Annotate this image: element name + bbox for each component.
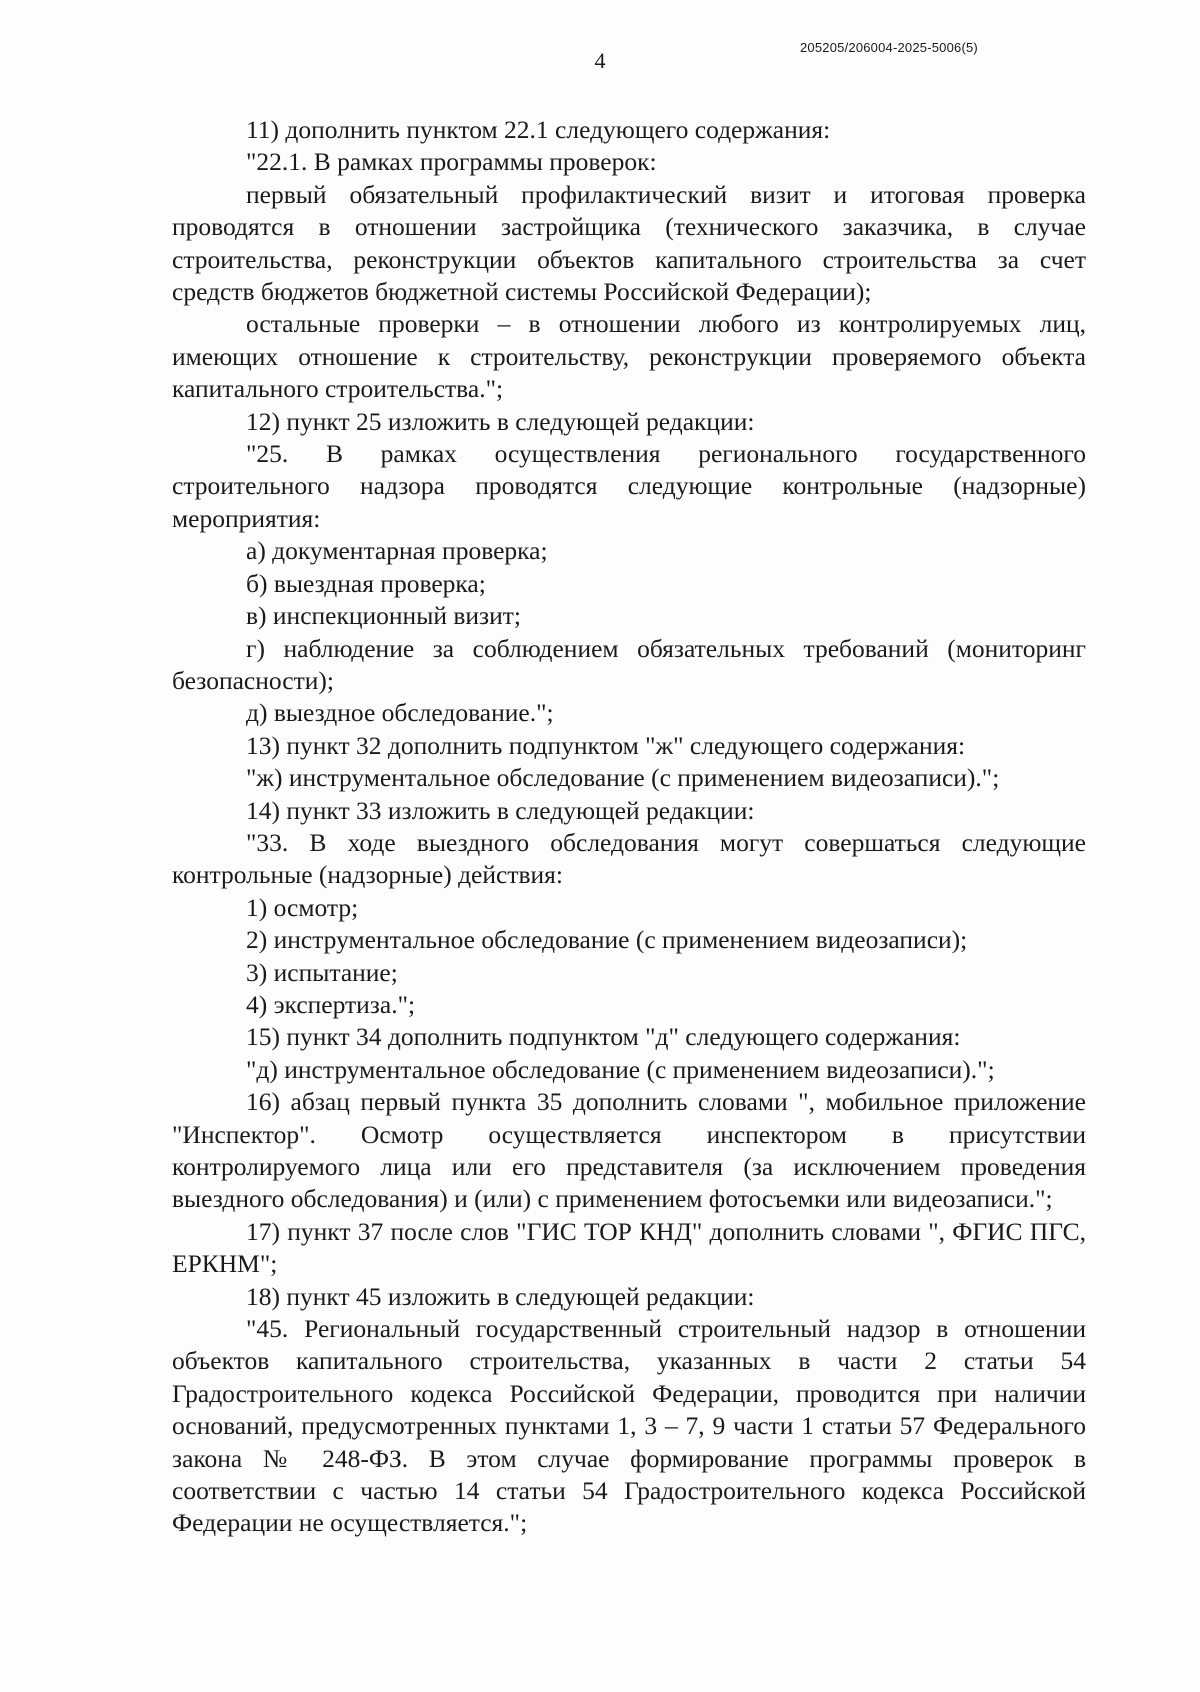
document-id: 205205/206004-2025-5006(5) [800,40,978,55]
paragraph-quote-33: "33. В ходе выездного обследования могут совершаться следующие контрольные (надзорные) действия: [172,827,1086,890]
document-body [172,114,1086,1540]
paragraph-item-12: 12) пункт 25 изложить в следующей редакции: [246,406,755,436]
list-item-2: 2) инструментальное обследование (с применением видеозаписи); [246,925,968,955]
paragraph-first-visit: первый обязательный профилактический визит и итоговая проверка проводятся в отношении застройщика (технического заказчика, в случае строительства, реконструкции объектов капитального строительства за счет средств бюджетов бюджетной системы Российской Федерации); [172,179,1086,307]
paragraph-item-17: 17) пункт 37 после слов "ГИС ТОР КНД" дополнить словами ", ФГИС ПГС, ЕРКНМ"; [172,1216,1086,1279]
paragraph-quote-45: "45. Региональный государственный строительный надзор в отношении объектов капитального строительства, указанных в части 2 статьи 54 Градостроительного кодекса Российской Федерации, проводится при наличии оснований, предусмотренных пунктами 1, 3 – 7, 9 части 1 статьи 57 Федерального закона № 248-ФЗ. В этом случае формирование программы проверок в соответствии с частью 14 статьи 54 Градостроительного кодекса Российской Федерации не осуществляется."; [172,1314,1086,1538]
paragraph-quote-zh: "ж) инструментальное обследование (с применением видеозаписи)."; [246,763,1000,793]
paragraph-item-15: 15) пункт 34 дополнить подпунктом "д" следующего содержания: [246,1022,961,1052]
list-item-v: в) инспекционный визит; [246,601,521,631]
paragraph-item-18: 18) пункт 45 изложить в следующей редакции: [246,1281,755,1311]
paragraph-item-16: 16) абзац первый пункта 35 дополнить словами ", мобильное приложение "Инспектор". Осмотр осуществляется инспектором в присутствии контролируемого лица или его представителя (за исключением проведения выездного обследования) и (или) с применением фотосъемки или видеозаписи."; [172,1087,1086,1214]
paragraph-quote-d: "д) инструментальное обследование (с применением видеозаписи)."; [246,1054,995,1084]
paragraph-quote-25: "25. В рамках осуществления регионального государственного строительного надзора проводятся следующие контрольные (надзорные) мероприятия: [172,439,1086,533]
paragraph-other-checks: остальные проверки – в отношении любого из контролируемых лиц, имеющих отношение к строительству, реконструкции проверяемого объекта капитального строительства."; [172,309,1086,404]
list-item-b: б) выездная проверка; [246,568,486,598]
list-item-d: д) выездное обследование."; [246,698,554,728]
paragraph-quote-22-1: "22.1. В рамках программы проверок: [246,147,657,177]
list-item-4: 4) экспертиза."; [246,989,416,1019]
list-item-1: 1) осмотр; [246,892,359,922]
list-item-g: г) наблюдение за соблюдением обязательных требований (мониторинг безопасности); [172,633,1086,695]
paragraph-item-13: 13) пункт 32 дополнить подпунктом "ж" следующего содержания: [246,730,966,760]
paragraph-item-11: 11) дополнить пунктом 22.1 следующего содержания: [246,115,831,144]
page-number: 4 [594,48,606,73]
list-item-3: 3) испытание; [246,957,398,987]
paragraph-item-14: 14) пункт 33 изложить в следующей редакции: [246,795,755,825]
list-item-a: а) документарная проверка; [246,536,548,566]
